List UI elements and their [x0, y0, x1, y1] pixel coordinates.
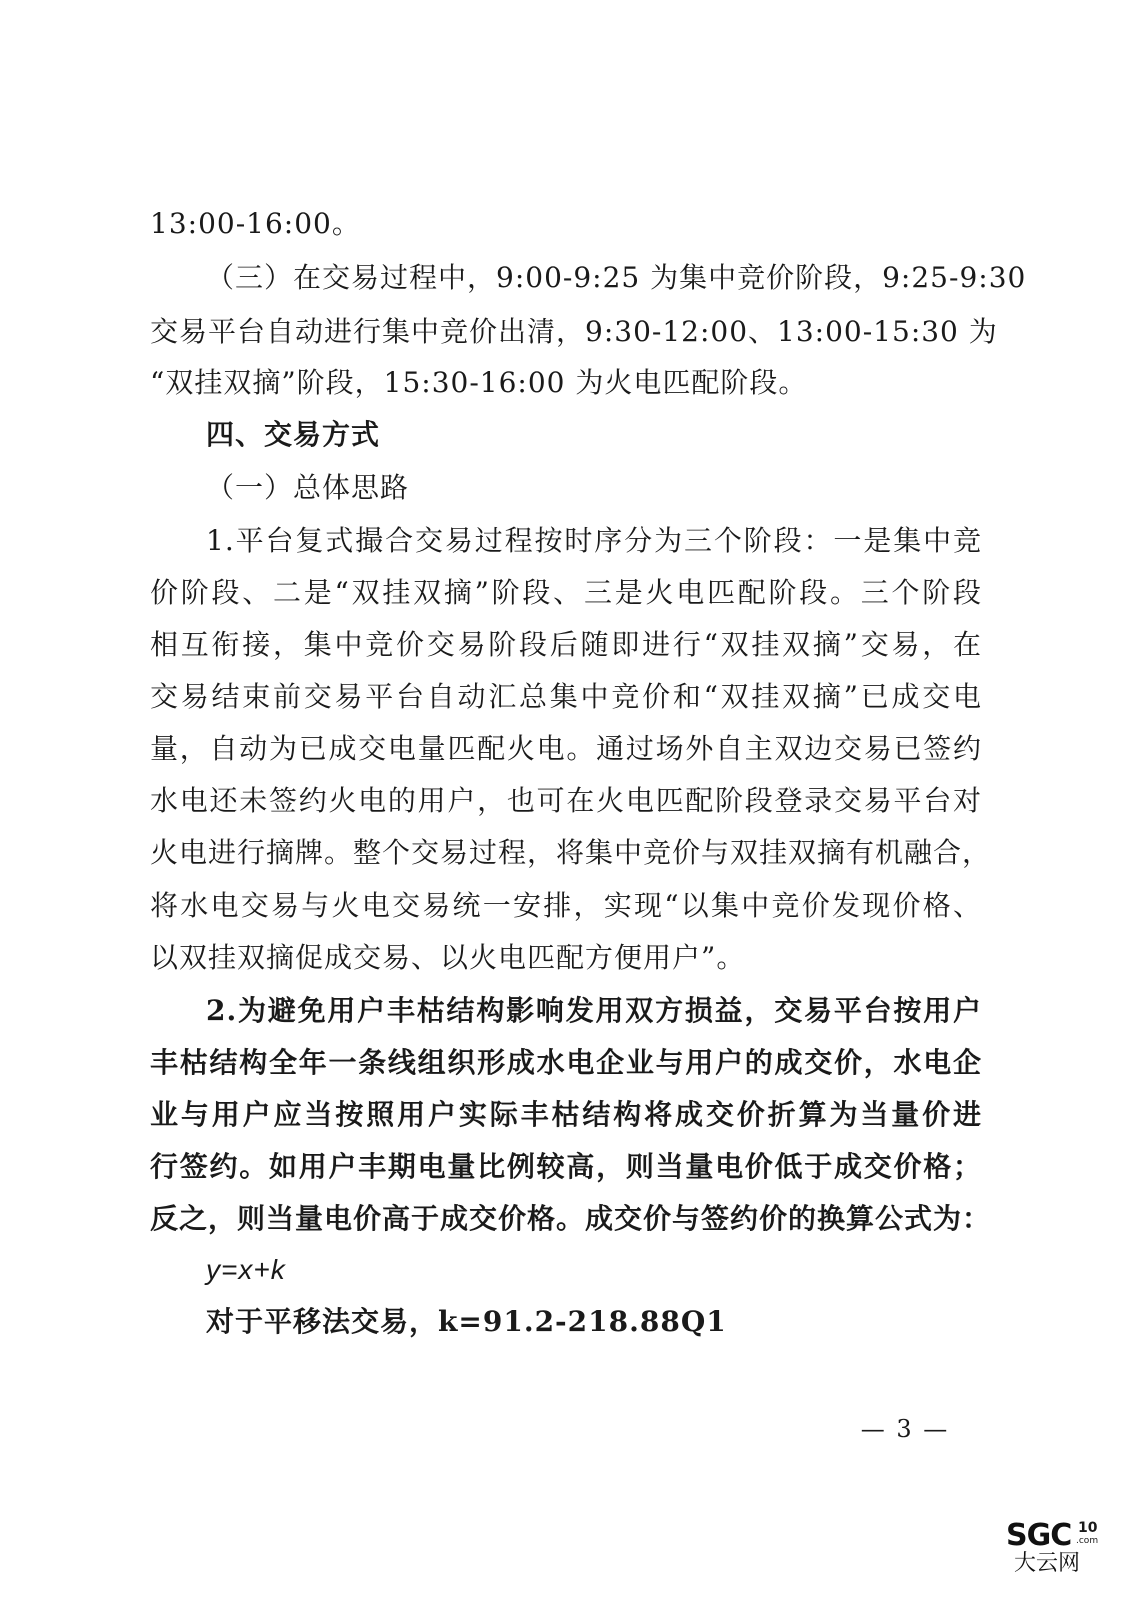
watermark-domain: .com — [1076, 1536, 1099, 1546]
watermark-logo: SGC — [1006, 1518, 1072, 1553]
text-line: 将水电交易与火电交易统一安排，实现“以集中竞价发现价格、 — [150, 889, 982, 922]
text-line: 丰枯结构全年一条线组织形成水电企业与用户的成交价，水电企 — [150, 1046, 982, 1079]
text-line: 交易结束前交易平台自动汇总集中竞价和“双挂双摘”已成交电 — [150, 680, 982, 713]
text-line: “双挂双摘”阶段，15:30-16:00 为火电匹配阶段。 — [150, 366, 808, 399]
text-line: 业与用户应当按照用户实际丰枯结构将成交价折算为当量价进 — [150, 1098, 982, 1131]
text-line: 以双挂双摘促成交易、以火电匹配方便用户”。 — [150, 941, 746, 974]
formula: y=x+k — [206, 1254, 286, 1285]
watermark-superscript: 10 — [1078, 1520, 1098, 1536]
formula-line: 对于平移法交易，k=91.2-218.88Q1 — [206, 1305, 727, 1338]
section-heading: 四、交易方式 — [206, 418, 381, 451]
text-line: 相互衔接，集中竞价交易阶段后随即进行“双挂双摘”交易，在 — [150, 628, 982, 661]
text-line: 反之，则当量电价高于成交价格。成交价与签约价的换算公式为： — [150, 1202, 992, 1235]
text-line: 行签约。如用户丰期电量比例较高，则当量电价低于成交价格； — [150, 1150, 982, 1183]
text-line: 1.平台复式撮合交易过程按时序分为三个阶段：一是集中竞 — [206, 524, 982, 557]
text-line: 量，自动为已成交电量匹配火电。通过场外自主双边交易已签约 — [150, 732, 982, 765]
watermark — [1006, 1520, 1116, 1590]
page-number: — 3 — — [860, 1415, 950, 1443]
text-line: 2.为避免用户丰枯结构影响发用双方损益，交易平台按用户 — [206, 994, 982, 1027]
text-line: 交易平台自动进行集中竞价出清，9:30-12:00、13:00-15:30 为 — [150, 315, 998, 348]
subsection-heading: （一）总体思路 — [206, 471, 410, 504]
text-line: 火电进行摘牌。整个交易过程，将集中竞价与双挂双摘有机融合， — [150, 836, 992, 869]
text-line: 13:00-16:00。 — [150, 207, 361, 240]
watermark-name: 大云网 — [1014, 1551, 1081, 1576]
text-line: （三）在交易过程中，9:00-9:25 为集中竞价阶段，9:25-9:30 — [206, 261, 1027, 294]
text-line: 价阶段、二是“双挂双摘”阶段、三是火电匹配阶段。三个阶段 — [150, 576, 982, 609]
text-line: 水电还未签约火电的用户，也可在火电匹配阶段登录交易平台对 — [150, 784, 982, 817]
